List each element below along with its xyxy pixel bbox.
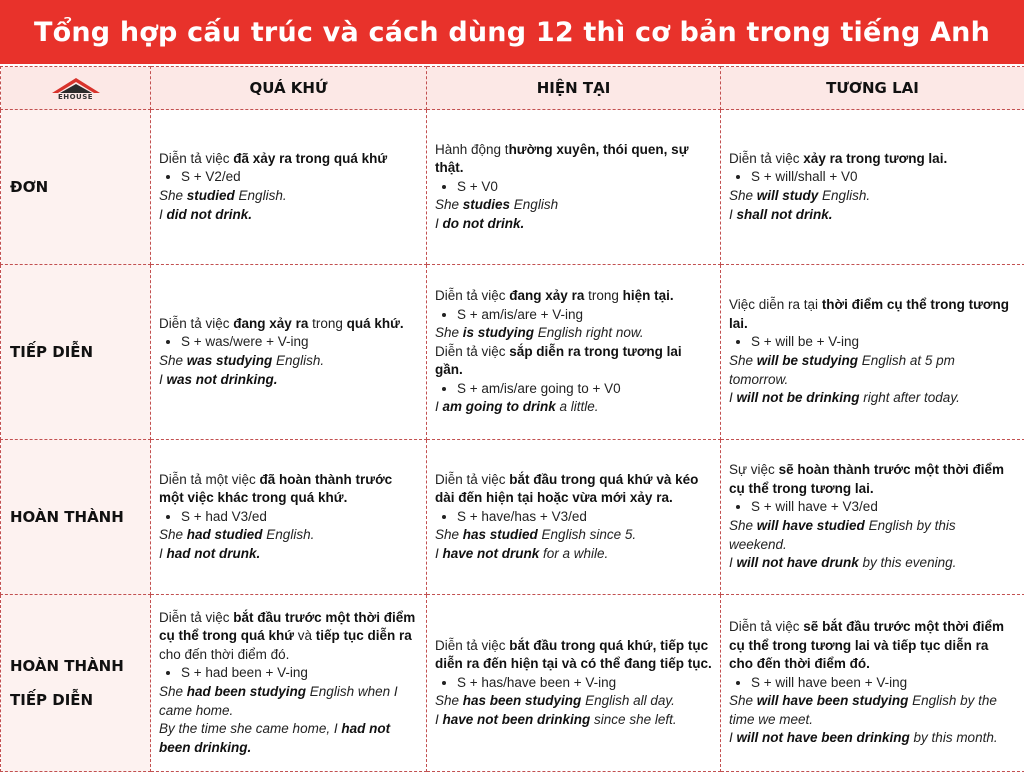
text-span: S + V2/ed xyxy=(181,169,241,184)
column-header-past: QUÁ KHỨ xyxy=(151,67,427,110)
bold-text: studied xyxy=(187,188,235,203)
text-span: S + had V3/ed xyxy=(181,509,267,524)
bold-text: is studying xyxy=(463,325,534,340)
example-sentence xyxy=(435,215,712,234)
bold-text: was not drinking. xyxy=(167,372,278,387)
formula-item xyxy=(457,306,712,325)
column-header-present: HIỆN TẠI xyxy=(427,67,721,110)
bold-text: had not been drinking. xyxy=(159,721,390,755)
bold-text: đã hoàn thành trước một việc khác trong quá khứ. xyxy=(159,472,392,506)
bold-text: have not been drinking xyxy=(443,712,591,727)
bold-text: will have been studying xyxy=(757,693,909,708)
text-span: S + will have + V3/ed xyxy=(751,499,878,514)
example-sentence xyxy=(729,692,1016,729)
example-sentence xyxy=(435,711,712,730)
text-span: English all day. xyxy=(581,693,675,708)
example-sentence xyxy=(159,683,418,720)
bold-text: đang xảy ra xyxy=(509,288,584,303)
usage-description xyxy=(435,471,712,508)
bold-text: bắt đầu trước một thời điểm cụ thể trong quá khứ xyxy=(159,610,415,644)
table-row xyxy=(1,110,1024,265)
ehouse-logo xyxy=(50,75,102,101)
text-span: right after today. xyxy=(860,390,960,405)
bold-text: did not drink. xyxy=(167,207,253,222)
text-span: English. xyxy=(235,188,287,203)
formula-list xyxy=(159,333,418,352)
text-span: Diễn tả việc xyxy=(729,151,803,166)
text-span: She xyxy=(159,353,187,368)
text-span: cho đến thời điểm đó. xyxy=(159,647,289,662)
formula-item xyxy=(457,178,712,197)
bold-text: đã xảy ra trong quá khứ xyxy=(233,151,387,166)
text-span: Diễn tả việc xyxy=(435,472,509,487)
table-row xyxy=(1,265,1024,440)
page-title: Tổng hợp cấu trúc và cách dùng 12 thì cơ bản trong tiếng Anh xyxy=(34,17,990,48)
bold-text: sẽ hoàn thành trước một thời điểm cụ thể trong tương lai. xyxy=(729,462,1004,496)
bold-text: will not have drunk xyxy=(737,555,859,570)
bold-text: hường xuyên, thói quen, sự thật. xyxy=(435,142,688,176)
formula-item xyxy=(181,508,418,527)
text-span: English. xyxy=(818,188,870,203)
text-span: I xyxy=(729,555,737,570)
text-span: a little. xyxy=(556,399,599,414)
example-sentence xyxy=(159,545,418,564)
text-span: I xyxy=(435,399,443,414)
bold-text: bắt đầu trong quá khứ và kéo dài đến hiện tại hoặc vừa mới xảy ra. xyxy=(435,472,698,506)
text-span: S + was/were + V-ing xyxy=(181,334,309,349)
example-sentence xyxy=(159,187,418,206)
formula-item xyxy=(181,664,418,683)
text-span: for a while. xyxy=(539,546,608,561)
formula-list xyxy=(435,306,712,325)
text-span: Việc diễn ra tại xyxy=(729,297,822,312)
example-sentence xyxy=(729,206,1016,225)
bold-text: thời điểm cụ thể trong tương lai. xyxy=(729,297,1009,331)
example-sentence xyxy=(729,729,1016,748)
row-label: TIẾP DIỄN xyxy=(1,265,151,440)
row-label: HOÀN THÀNH TIẾP DIỄN xyxy=(1,595,151,772)
text-span: S + am/is/are going to + V0 xyxy=(457,381,621,396)
bold-text: will be studying xyxy=(757,353,858,368)
logo-cell xyxy=(1,67,151,110)
text-span: English by the time we meet. xyxy=(729,693,997,727)
example-sentence xyxy=(435,398,712,417)
formula-item xyxy=(457,674,712,693)
cell-present xyxy=(427,110,721,265)
formula-list xyxy=(729,168,1016,187)
formula-list xyxy=(435,178,712,197)
bold-text: do not drink. xyxy=(443,216,525,231)
row-label: ĐƠN xyxy=(1,110,151,265)
text-span: S + V0 xyxy=(457,179,498,194)
text-span: I xyxy=(159,372,167,387)
bold-text: am going to drink xyxy=(443,399,556,414)
formula-item xyxy=(751,498,1016,517)
text-span: trong xyxy=(308,316,346,331)
bold-text: tiếp tục diễn ra xyxy=(316,628,412,643)
text-span: She xyxy=(729,188,757,203)
usage-description xyxy=(729,461,1016,498)
text-span: English by this weekend. xyxy=(729,518,956,552)
bold-text: will not be drinking xyxy=(737,390,860,405)
formula-item xyxy=(457,380,712,399)
cell-present xyxy=(427,265,721,440)
cell-past xyxy=(151,110,427,265)
table-body xyxy=(1,110,1024,772)
text-span: English xyxy=(510,197,558,212)
example-sentence xyxy=(435,196,712,215)
table-row xyxy=(1,440,1024,595)
text-span: English at 5 pm tomorrow. xyxy=(729,353,955,387)
text-span: Diễn tả việc xyxy=(159,151,233,166)
example-sentence xyxy=(435,324,712,343)
text-span: She xyxy=(159,188,187,203)
text-span: S + have/has + V3/ed xyxy=(457,509,587,524)
text-span: I xyxy=(729,730,737,745)
tense-table xyxy=(0,66,1024,772)
text-span: S + am/is/are + V-ing xyxy=(457,307,583,322)
bold-text: đang xảy ra xyxy=(233,316,308,331)
example-sentence xyxy=(729,517,1016,554)
text-span: She xyxy=(729,353,757,368)
usage-description xyxy=(729,150,1016,169)
row-label: HOÀN THÀNH xyxy=(1,440,151,595)
bold-text: had studied xyxy=(187,527,263,542)
text-span: Diễn tả việc xyxy=(435,288,509,303)
text-span: Diễn tả việc xyxy=(435,344,509,359)
text-span: I xyxy=(159,207,167,222)
example-sentence xyxy=(435,692,712,711)
bold-text: have not drunk xyxy=(443,546,540,561)
usage-description xyxy=(159,150,418,169)
bold-text: hiện tại. xyxy=(623,288,674,303)
text-span: since she left. xyxy=(590,712,676,727)
formula-item xyxy=(181,333,418,352)
column-header-future: TƯƠNG LAI xyxy=(721,67,1024,110)
title-banner xyxy=(0,0,1024,64)
house-roof-icon xyxy=(50,75,102,95)
formula-list xyxy=(729,333,1016,352)
example-sentence xyxy=(729,389,1016,408)
text-span: Sự việc xyxy=(729,462,779,477)
text-span: Diễn tả việc xyxy=(435,638,509,653)
example-sentence xyxy=(159,352,418,371)
text-span: I xyxy=(435,712,443,727)
usage-description xyxy=(159,609,418,665)
text-span: English when I came home. xyxy=(159,684,398,718)
usage-description xyxy=(435,287,712,306)
bold-text: had not drunk. xyxy=(167,546,261,561)
bold-text: shall not drink. xyxy=(737,207,833,222)
formula-item xyxy=(751,333,1016,352)
text-span: I xyxy=(435,546,443,561)
formula-item xyxy=(181,168,418,187)
example-sentence xyxy=(159,720,418,757)
text-span: S + has/have been + V-ing xyxy=(457,675,616,690)
text-span: và xyxy=(294,628,316,643)
text-span: I xyxy=(729,207,737,222)
text-span: She xyxy=(729,518,757,533)
text-span: I xyxy=(435,216,443,231)
cell-future xyxy=(721,265,1024,440)
text-span: She xyxy=(435,693,463,708)
cell-past xyxy=(151,440,427,595)
example-sentence xyxy=(435,526,712,545)
example-sentence xyxy=(159,371,418,390)
text-span: S + will/shall + V0 xyxy=(751,169,858,184)
cell-future xyxy=(721,595,1024,772)
formula-list xyxy=(435,674,712,693)
text-span: English since 5. xyxy=(538,527,636,542)
text-span: I xyxy=(729,390,737,405)
bold-text: xảy ra trong tương lai. xyxy=(803,151,947,166)
cell-present xyxy=(427,440,721,595)
cell-future xyxy=(721,110,1024,265)
text-span: Diễn tả việc xyxy=(159,316,233,331)
formula-list xyxy=(729,498,1016,517)
text-span: English right now. xyxy=(534,325,644,340)
text-span: by this evening. xyxy=(859,555,957,570)
cell-present xyxy=(427,595,721,772)
example-sentence xyxy=(159,206,418,225)
text-span: English. xyxy=(272,353,324,368)
bold-text: studies xyxy=(463,197,510,212)
text-span: Diễn tả việc xyxy=(729,619,803,634)
text-span: Diễn tả một việc xyxy=(159,472,260,487)
header-row xyxy=(1,67,1024,110)
usage-description xyxy=(435,141,712,178)
text-span: by this month. xyxy=(910,730,998,745)
text-span: S + will have been + V-ing xyxy=(751,675,907,690)
formula-list xyxy=(159,508,418,527)
formula-list xyxy=(159,664,418,683)
example-sentence xyxy=(729,554,1016,573)
bold-text: will have studied xyxy=(757,518,865,533)
text-span: She xyxy=(729,693,757,708)
text-span: trong xyxy=(584,288,622,303)
usage-description xyxy=(435,637,712,674)
bold-text: will not have been drinking xyxy=(737,730,910,745)
cell-past xyxy=(151,265,427,440)
logo-text: EHOUSE xyxy=(58,93,93,101)
formula-list xyxy=(435,380,712,399)
bold-text: quá khứ. xyxy=(347,316,404,331)
text-span: Hành động t xyxy=(435,142,509,157)
cell-future xyxy=(721,440,1024,595)
bold-text: has studied xyxy=(463,527,538,542)
formula-item xyxy=(457,508,712,527)
formula-list xyxy=(435,508,712,527)
bold-text: sắp diễn ra trong tương lai gần. xyxy=(435,344,682,378)
formula-list xyxy=(729,674,1016,693)
text-span: S + will be + V-ing xyxy=(751,334,859,349)
text-span: I xyxy=(159,546,167,561)
bold-text: sẽ bắt đầu trước một thời điểm cụ thể trong tương lai và tiếp tục diễn ra cho đến thời điểm đó. xyxy=(729,619,1004,671)
table-row xyxy=(1,595,1024,772)
example-sentence xyxy=(729,187,1016,206)
bold-text: had been studying xyxy=(187,684,306,699)
usage-description xyxy=(729,618,1016,674)
example-sentence xyxy=(435,545,712,564)
usage-description xyxy=(435,343,712,380)
example-sentence xyxy=(159,526,418,545)
cell-past xyxy=(151,595,427,772)
text-span: Diễn tả việc xyxy=(159,610,233,625)
usage-description xyxy=(159,315,418,334)
formula-item xyxy=(751,674,1016,693)
formula-list xyxy=(159,168,418,187)
formula-item xyxy=(751,168,1016,187)
example-sentence xyxy=(729,352,1016,389)
text-span: She xyxy=(435,197,463,212)
bold-text: has been studying xyxy=(463,693,582,708)
text-span: By the time she came home, I xyxy=(159,721,341,736)
bold-text: was studying xyxy=(187,353,273,368)
text-span: English. xyxy=(263,527,315,542)
text-span: She xyxy=(435,527,463,542)
text-span: She xyxy=(159,684,187,699)
bold-text: will study xyxy=(757,188,819,203)
text-span: She xyxy=(435,325,463,340)
text-span: S + had been + V-ing xyxy=(181,665,308,680)
usage-description xyxy=(729,296,1016,333)
usage-description xyxy=(159,471,418,508)
bold-text: bắt đầu trong quá khứ, tiếp tục diễn ra đến hiện tại và có thể đang tiếp tục. xyxy=(435,638,712,672)
text-span: She xyxy=(159,527,187,542)
